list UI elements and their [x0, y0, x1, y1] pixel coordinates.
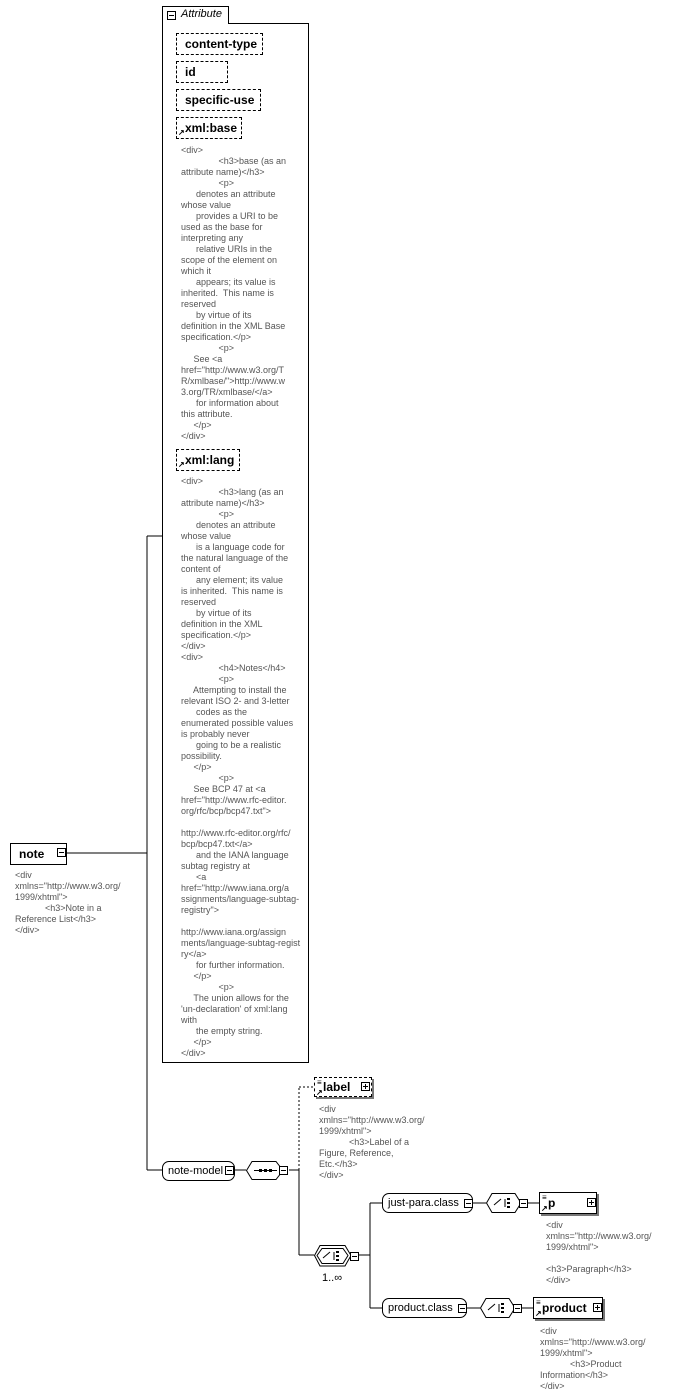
attribute-specific-use[interactable] — [176, 89, 261, 111]
element-name: label — [323, 1080, 351, 1094]
root-element-label: note — [19, 847, 45, 861]
collapse-icon[interactable] — [225, 1166, 234, 1175]
attribute-name: specific-use — [185, 93, 255, 107]
element-lines-icon: ≡ — [317, 1078, 322, 1087]
xml-base-documentation: <div> <h3>base (as an attribute name)</h3> <p> denotes an attribute whose value provides a URI to be used as the base for interpreting any relative URIs in the scope of the element on which it appears; its value is inherited. This name is reserved by virtue of its definition in the XML Base specification.</p> <p> See <a href="http://www.w3.org/T R/xmlbase/">http://www.w 3.org/TR/xmlbase/</a> for information about this attribute. </p> </div> — [181, 145, 287, 441]
product-class-group[interactable] — [382, 1298, 467, 1318]
reference-arrow-icon: ↗ — [178, 460, 185, 469]
element-lines-icon: ≡ — [536, 1298, 541, 1307]
sequence-compositor[interactable] — [246, 1161, 289, 1180]
reference-arrow-icon: ↗ — [535, 1309, 542, 1318]
choice-compositor-small[interactable] — [480, 1298, 522, 1318]
group-name: just-para.class — [388, 1197, 459, 1209]
attribute-id[interactable] — [176, 61, 228, 83]
collapse-icon[interactable] — [167, 11, 176, 20]
group-name: note-model — [168, 1165, 224, 1177]
product-documentation: <div xmlns="http://www.w3.org/ 1999/xhtml"> <h3>Product Information</h3> </div> — [540, 1326, 646, 1391]
label-documentation: <div xmlns="http://www.w3.org/ 1999/xhtml"> <h3>Label of a Figure, Reference, Etc.</h3> </div> — [319, 1104, 425, 1180]
attribute-xml-base[interactable] — [176, 117, 242, 139]
attribute-name: content-type — [185, 37, 257, 51]
collapse-icon[interactable] — [464, 1199, 473, 1208]
collapse-icon[interactable] — [350, 1252, 359, 1261]
choice-compositor[interactable] — [314, 1245, 360, 1267]
group-name: product.class — [388, 1302, 453, 1314]
reference-arrow-icon: ↗ — [541, 1204, 548, 1213]
attribute-name: id — [185, 65, 196, 79]
attribute-name: xml:base — [185, 121, 238, 135]
choice-compositor-small[interactable] — [486, 1193, 528, 1213]
collapse-icon[interactable] — [279, 1166, 288, 1175]
expand-icon[interactable] — [587, 1198, 596, 1207]
xml-lang-documentation: <div> <h3>lang (as an attribute name)</h3> <p> denotes an attribute whose value is a language code for the natural language of the content of any element; its value is inherited. This name is reserved by virtue of its definition in the XML specification.</p> </div> <div> <h4>Notes</h4> <p> Attempting to install the relevant ISO 2- and 3-letter codes as the enumerated possible values is probably never going to be a realistic possibility. </p> <p> See BCP 47 at <a href="http://www.rfc-editor. org/rfc/bcp/bcp47.txt"> http://www.rfc-editor.org/rfc/ bcp/bcp47.txt</a> and the IANA language subtag registry at <a href="http://www.iana.org/a ssignments/language-subtag- registry"> http://www.iana.org/assign ments/language-subtag-regist ry</a> for further information. </p> <p> The union allows for the 'un-declaration' of xml:lang with the empty string. </p> </div> — [181, 476, 301, 1058]
expand-icon[interactable] — [361, 1082, 370, 1091]
expand-icon[interactable] — [593, 1303, 602, 1312]
collapse-icon[interactable] — [458, 1304, 467, 1313]
attribute-name: xml:lang — [185, 453, 235, 467]
root-documentation: <div xmlns="http://www.w3.org/ 1999/xhtml"> <h3>Note in a Reference List</h3> </div> — [15, 870, 121, 935]
p-documentation: <div xmlns="http://www.w3.org/ 1999/xhtml"> <h3>Paragraph</h3> </div> — [546, 1220, 652, 1285]
attribute-content-type[interactable] — [176, 33, 263, 55]
element-name: product — [542, 1301, 587, 1315]
element-lines-icon: ≡ — [542, 1193, 547, 1202]
attribute-xml-lang[interactable] — [176, 449, 240, 471]
just-para-class-group[interactable] — [382, 1193, 473, 1213]
cardinality-label: 1..∞ — [322, 1272, 343, 1284]
collapse-icon[interactable] — [519, 1199, 528, 1208]
attribute-group-header[interactable] — [162, 6, 229, 24]
attribute-group-title: Attribute — [181, 8, 222, 20]
collapse-icon[interactable] — [513, 1304, 522, 1313]
reference-arrow-icon: ↗ — [316, 1088, 323, 1097]
reference-arrow-icon: ↗ — [178, 128, 185, 137]
collapse-icon[interactable] — [57, 848, 66, 857]
element-name: p — [548, 1196, 556, 1210]
